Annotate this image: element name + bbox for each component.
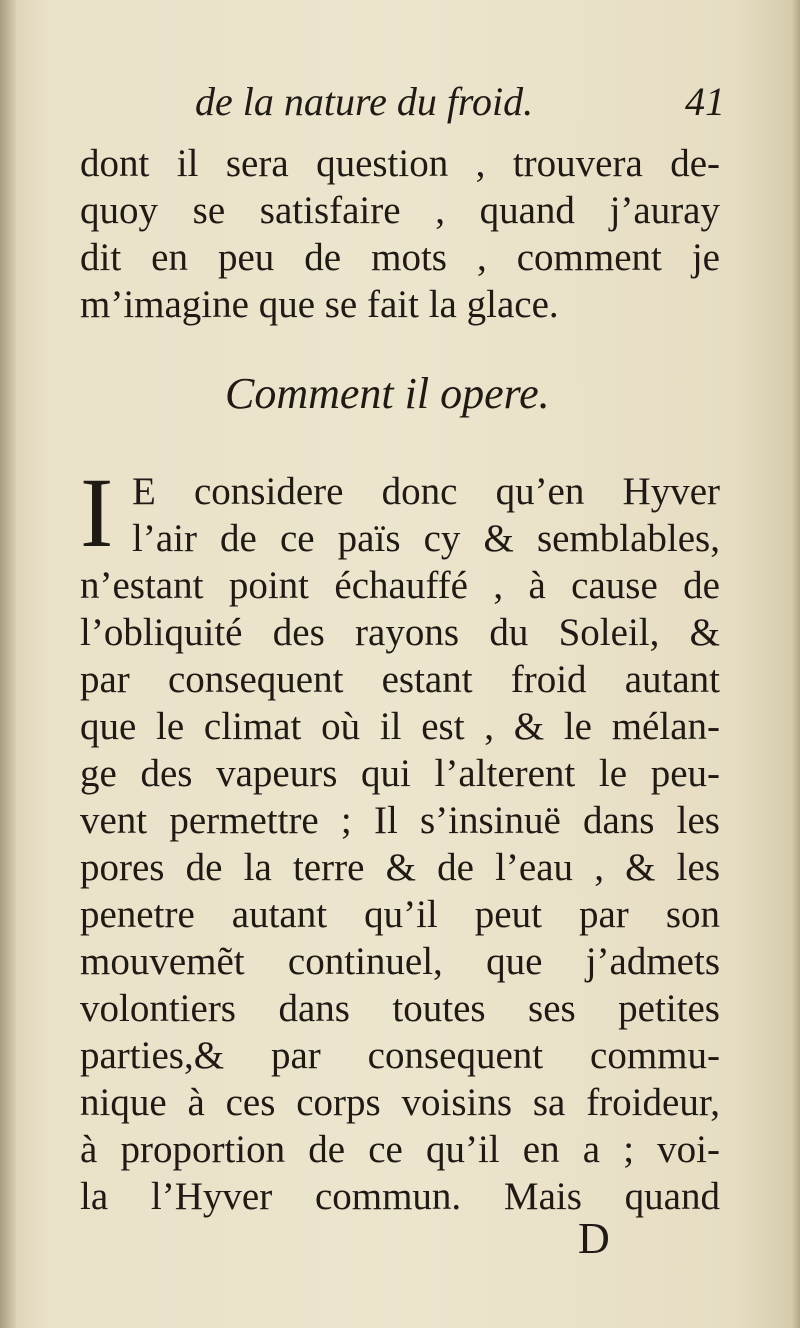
text-line: penetre autant qu’il peut par son xyxy=(80,893,720,936)
text-line: ge des vapeurs qui l’alterent le peu- xyxy=(80,752,720,795)
page-number: 41 xyxy=(685,79,725,124)
running-title: de la nature du froid. xyxy=(195,79,534,124)
text-line: dont il sera question , trouvera de- xyxy=(80,142,720,185)
text-line: à proportion de ce qu’il en a ; voi- xyxy=(80,1128,720,1171)
text-line: nique à ces corps voisins sa froideur, xyxy=(80,1081,720,1124)
intro-paragraph xyxy=(80,140,720,328)
text-line: l’obliquité des rayons du Soleil, & xyxy=(80,611,720,654)
text-line: dit en peu de mots , comment je xyxy=(80,236,720,279)
section-heading: Comment il opere. xyxy=(225,369,550,418)
text-line: pores de la terre & de l’eau , & les xyxy=(80,846,720,889)
paragraph-indented-lines xyxy=(132,468,720,562)
text-line: volontiers dans toutes ses petites xyxy=(80,987,720,1030)
body-paragraph xyxy=(80,562,720,1220)
text-line: quoy se satisfaire , quand j’auray xyxy=(80,189,720,232)
signature-mark: D xyxy=(578,1214,610,1263)
drop-cap: I xyxy=(80,457,114,568)
text-line: n’estant point échauffé , à cause de xyxy=(80,564,720,607)
text-line: l’air de ce païs cy & semblables, xyxy=(132,517,720,560)
page-outer-edge xyxy=(792,0,800,1328)
text-line: parties,& par consequent commu- xyxy=(80,1034,720,1077)
page-gutter-edge xyxy=(0,0,16,1328)
text-line: E considere donc qu’en Hyver xyxy=(132,470,720,513)
text-line: vent permettre ; Il s’insinuë dans les xyxy=(80,799,720,842)
running-head xyxy=(195,78,725,128)
text-line: que le climat où il est , & le mélan- xyxy=(80,705,720,748)
text-line: la l’Hyver commun. Mais quand xyxy=(80,1175,720,1218)
text-line: mouvemẽt continuel, que j’admets xyxy=(80,940,720,983)
text-line: m’imagine que se fait la glace. xyxy=(80,283,559,326)
text-line: par consequent estant froid autant xyxy=(80,658,720,701)
